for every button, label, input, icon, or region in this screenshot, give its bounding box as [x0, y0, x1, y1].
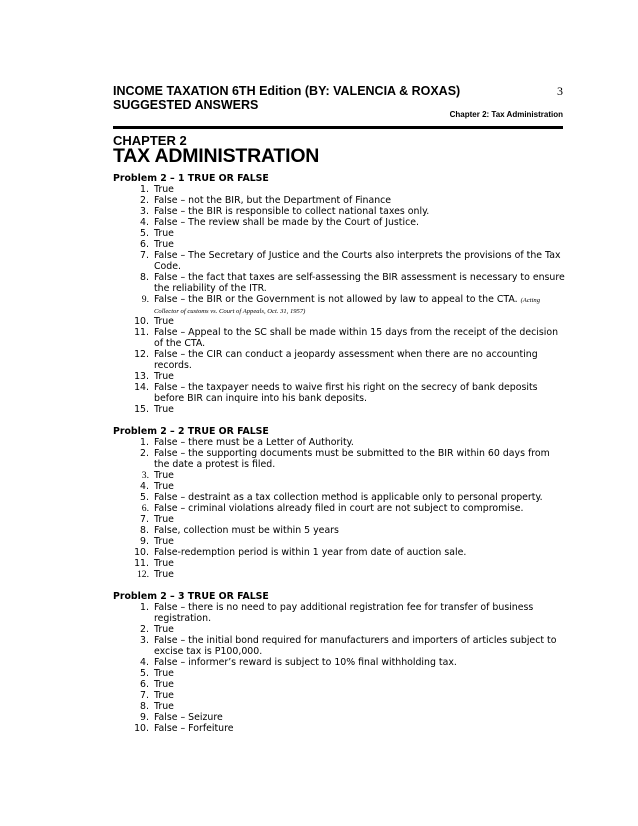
item-text: False – destraint as a tax collection method is applicable only to personal property. — [154, 492, 543, 503]
list-item — [113, 382, 565, 404]
item-number: 7. — [140, 690, 149, 701]
item-text: True — [154, 624, 174, 635]
chapter-title: TAX ADMINISTRATION — [113, 145, 320, 167]
chapter-reference: Chapter 2: Tax Administration — [449, 110, 563, 119]
item-text: False – the initial bond required for manufacturers and importers of articles subject to excise tax is P100,000. — [154, 635, 557, 657]
item-number: 4. — [140, 657, 149, 668]
list-item — [113, 250, 565, 272]
item-text-container — [154, 492, 565, 503]
list-item — [113, 228, 565, 239]
item-number: 4. — [140, 481, 149, 492]
list-item — [113, 470, 565, 481]
item-text: False – Seizure — [154, 712, 223, 723]
item-text: True — [154, 481, 174, 492]
list-item — [113, 448, 565, 470]
item-text: False – Appeal to the SC shall be made within 15 days from the receipt of the decision of the CTA. — [154, 327, 559, 349]
list-item — [113, 602, 565, 624]
list-item — [113, 536, 565, 547]
item-text: False – informer’s reward is subject to 10% final withholding tax. — [154, 657, 457, 668]
item-text-container — [154, 470, 565, 481]
item-text-container — [154, 349, 565, 371]
list-item — [113, 690, 565, 701]
item-text-container — [154, 272, 565, 294]
list-item — [113, 569, 565, 580]
item-number: 3. — [140, 635, 149, 646]
item-text-container — [154, 558, 565, 569]
problem-section — [113, 426, 565, 580]
item-text-container — [154, 294, 565, 316]
item-text: False – Forfeiture — [154, 723, 234, 734]
item-text: True — [154, 701, 174, 712]
item-text-container — [154, 448, 565, 470]
item-text: False-redemption period is within 1 year from date of auction sale. — [154, 547, 467, 558]
answer-list — [113, 602, 565, 734]
item-number: 8. — [140, 701, 149, 712]
item-number: 14. — [134, 382, 149, 393]
list-item — [113, 657, 565, 668]
item-number: 1. — [140, 437, 149, 448]
list-item — [113, 272, 565, 294]
item-text-container — [154, 404, 565, 415]
list-item — [113, 514, 565, 525]
list-item — [113, 547, 565, 558]
item-text: True — [154, 514, 174, 525]
item-number: 4. — [140, 217, 149, 228]
item-text: False – the BIR or the Government is not allowed by law to appeal to the CTA. — [154, 294, 518, 305]
item-text-container — [154, 382, 565, 404]
item-text-container — [154, 635, 565, 657]
item-text-container — [154, 547, 565, 558]
item-text-container — [154, 239, 565, 250]
item-number: 5. — [140, 228, 149, 239]
list-item — [113, 723, 565, 734]
problem-section — [113, 173, 565, 415]
item-number: 8. — [140, 272, 149, 283]
item-text-container — [154, 712, 565, 723]
item-text: True — [154, 228, 174, 239]
list-item — [113, 327, 565, 349]
item-text: True — [154, 690, 174, 701]
chapter-label: CHAPTER 2 — [113, 133, 187, 148]
item-text: False – there is no need to pay additional registration fee for transfer of business registration. — [154, 602, 534, 624]
item-text-container — [154, 679, 565, 690]
list-item — [113, 701, 565, 712]
item-text-container — [154, 437, 565, 448]
item-text: False, collection must be within 5 years — [154, 525, 339, 536]
item-number: 5. — [140, 668, 149, 679]
item-text-container — [154, 371, 565, 382]
answer-list — [113, 437, 565, 580]
page-number: 3 — [557, 84, 563, 98]
item-text: True — [154, 316, 174, 327]
item-number: 2. — [140, 624, 149, 635]
item-number: 10. — [134, 316, 149, 327]
list-item — [113, 635, 565, 657]
item-text: True — [154, 404, 174, 415]
list-item — [113, 624, 565, 635]
item-text: False – the fact that taxes are self-assessing the BIR assessment is necessary to ensure the reliability of the ITR. — [154, 272, 565, 294]
item-number: 12. — [134, 349, 149, 360]
item-text: False – the taxpayer needs to waive first his right on the secrecy of bank deposits before BIR can inquire into his bank deposits. — [154, 382, 538, 404]
list-item — [113, 184, 565, 195]
item-text-container — [154, 657, 565, 668]
item-number: 12. — [137, 569, 149, 580]
document-header — [113, 84, 460, 112]
header-title: INCOME TAXATION 6TH Edition (BY: VALENCIA & ROXAS) — [113, 84, 461, 98]
item-number: 2. — [140, 195, 149, 206]
item-number: 9. — [141, 294, 149, 305]
item-number: 11. — [134, 558, 149, 569]
item-text-container — [154, 195, 565, 206]
header-subtitle: SUGGESTED ANSWERS — [113, 98, 259, 112]
item-text: True — [154, 679, 174, 690]
header-divider — [113, 126, 563, 129]
section-title: Problem 2 – 2 TRUE OR FALSE — [113, 426, 269, 437]
case-citation: (Acting Collector of customs vs. Court of Appeals, Oct. 31, 1957) — [154, 297, 541, 315]
item-text: False – not the BIR, but the Department of Finance — [154, 195, 392, 206]
list-item — [113, 239, 565, 250]
item-number: 9. — [140, 712, 149, 723]
item-text: True — [154, 470, 174, 481]
item-text-container — [154, 569, 565, 580]
list-item — [113, 217, 565, 228]
item-number: 8. — [140, 525, 149, 536]
section-title: Problem 2 – 1 TRUE OR FALSE — [113, 173, 269, 184]
item-number: 7. — [140, 250, 149, 261]
list-item — [113, 206, 565, 217]
item-text-container — [154, 602, 565, 624]
item-number: 9. — [140, 536, 149, 547]
list-item — [113, 316, 565, 327]
item-text-container — [154, 723, 565, 734]
item-text-container — [154, 206, 565, 217]
item-text-container — [154, 525, 565, 536]
item-text-container — [154, 217, 565, 228]
problem-section — [113, 591, 565, 734]
list-item — [113, 492, 565, 503]
item-text: False – the supporting documents must be submitted to the BIR within 60 days from the date a protest is filed. — [154, 448, 550, 470]
answer-list — [113, 184, 565, 415]
item-text-container — [154, 668, 565, 679]
item-number: 10. — [134, 723, 149, 734]
item-number: 15. — [134, 404, 149, 415]
list-item — [113, 371, 565, 382]
list-item — [113, 525, 565, 536]
item-number: 3. — [141, 470, 149, 481]
item-number: 13. — [134, 371, 149, 382]
item-text-container — [154, 228, 565, 239]
item-text: True — [154, 558, 174, 569]
section-title: Problem 2 – 3 TRUE OR FALSE — [113, 591, 269, 602]
item-text-container — [154, 250, 565, 272]
item-text-container — [154, 481, 565, 492]
list-item — [113, 349, 565, 371]
list-item — [113, 668, 565, 679]
item-text-container — [154, 184, 565, 195]
item-text: False – the BIR is responsible to collect national taxes only. — [154, 206, 430, 217]
item-number: 11. — [134, 327, 149, 338]
document-body — [113, 173, 565, 745]
item-text: True — [154, 569, 174, 580]
item-text: False – The Secretary of Justice and the Courts also interprets the provisions of the Tax Code. — [154, 250, 561, 272]
list-item — [113, 404, 565, 415]
item-text-container — [154, 624, 565, 635]
list-item — [113, 558, 565, 569]
item-text: False – there must be a Letter of Authority. — [154, 437, 354, 448]
item-number: 2. — [140, 448, 149, 459]
item-number: 6. — [140, 239, 149, 250]
item-text-container — [154, 327, 565, 349]
item-text-container — [154, 503, 565, 514]
list-item — [113, 437, 565, 448]
item-number: 3. — [140, 206, 149, 217]
item-text: False – The review shall be made by the Court of Justice. — [154, 217, 419, 228]
item-number: 6. — [141, 503, 149, 514]
item-number: 7. — [140, 514, 149, 525]
item-text: False – the CIR can conduct a jeopardy assessment when there are no accounting records. — [154, 349, 538, 371]
item-number: 1. — [140, 184, 149, 195]
item-text-container — [154, 536, 565, 547]
item-number: 5. — [140, 492, 149, 503]
item-text: True — [154, 371, 174, 382]
item-text: False – criminal violations already filed in court are not subject to compromise. — [154, 503, 524, 514]
item-text: True — [154, 668, 174, 679]
item-text: True — [154, 536, 174, 547]
list-item — [113, 679, 565, 690]
item-text-container — [154, 701, 565, 712]
item-number: 1. — [140, 602, 149, 613]
item-number: 10. — [134, 547, 149, 558]
item-text-container — [154, 316, 565, 327]
list-item — [113, 195, 565, 206]
list-item — [113, 481, 565, 492]
item-text: True — [154, 239, 174, 250]
list-item — [113, 712, 565, 723]
list-item — [113, 503, 565, 514]
item-number: 6. — [140, 679, 149, 690]
list-item — [113, 294, 565, 316]
item-text: True — [154, 184, 174, 195]
item-text-container — [154, 514, 565, 525]
item-text-container — [154, 690, 565, 701]
